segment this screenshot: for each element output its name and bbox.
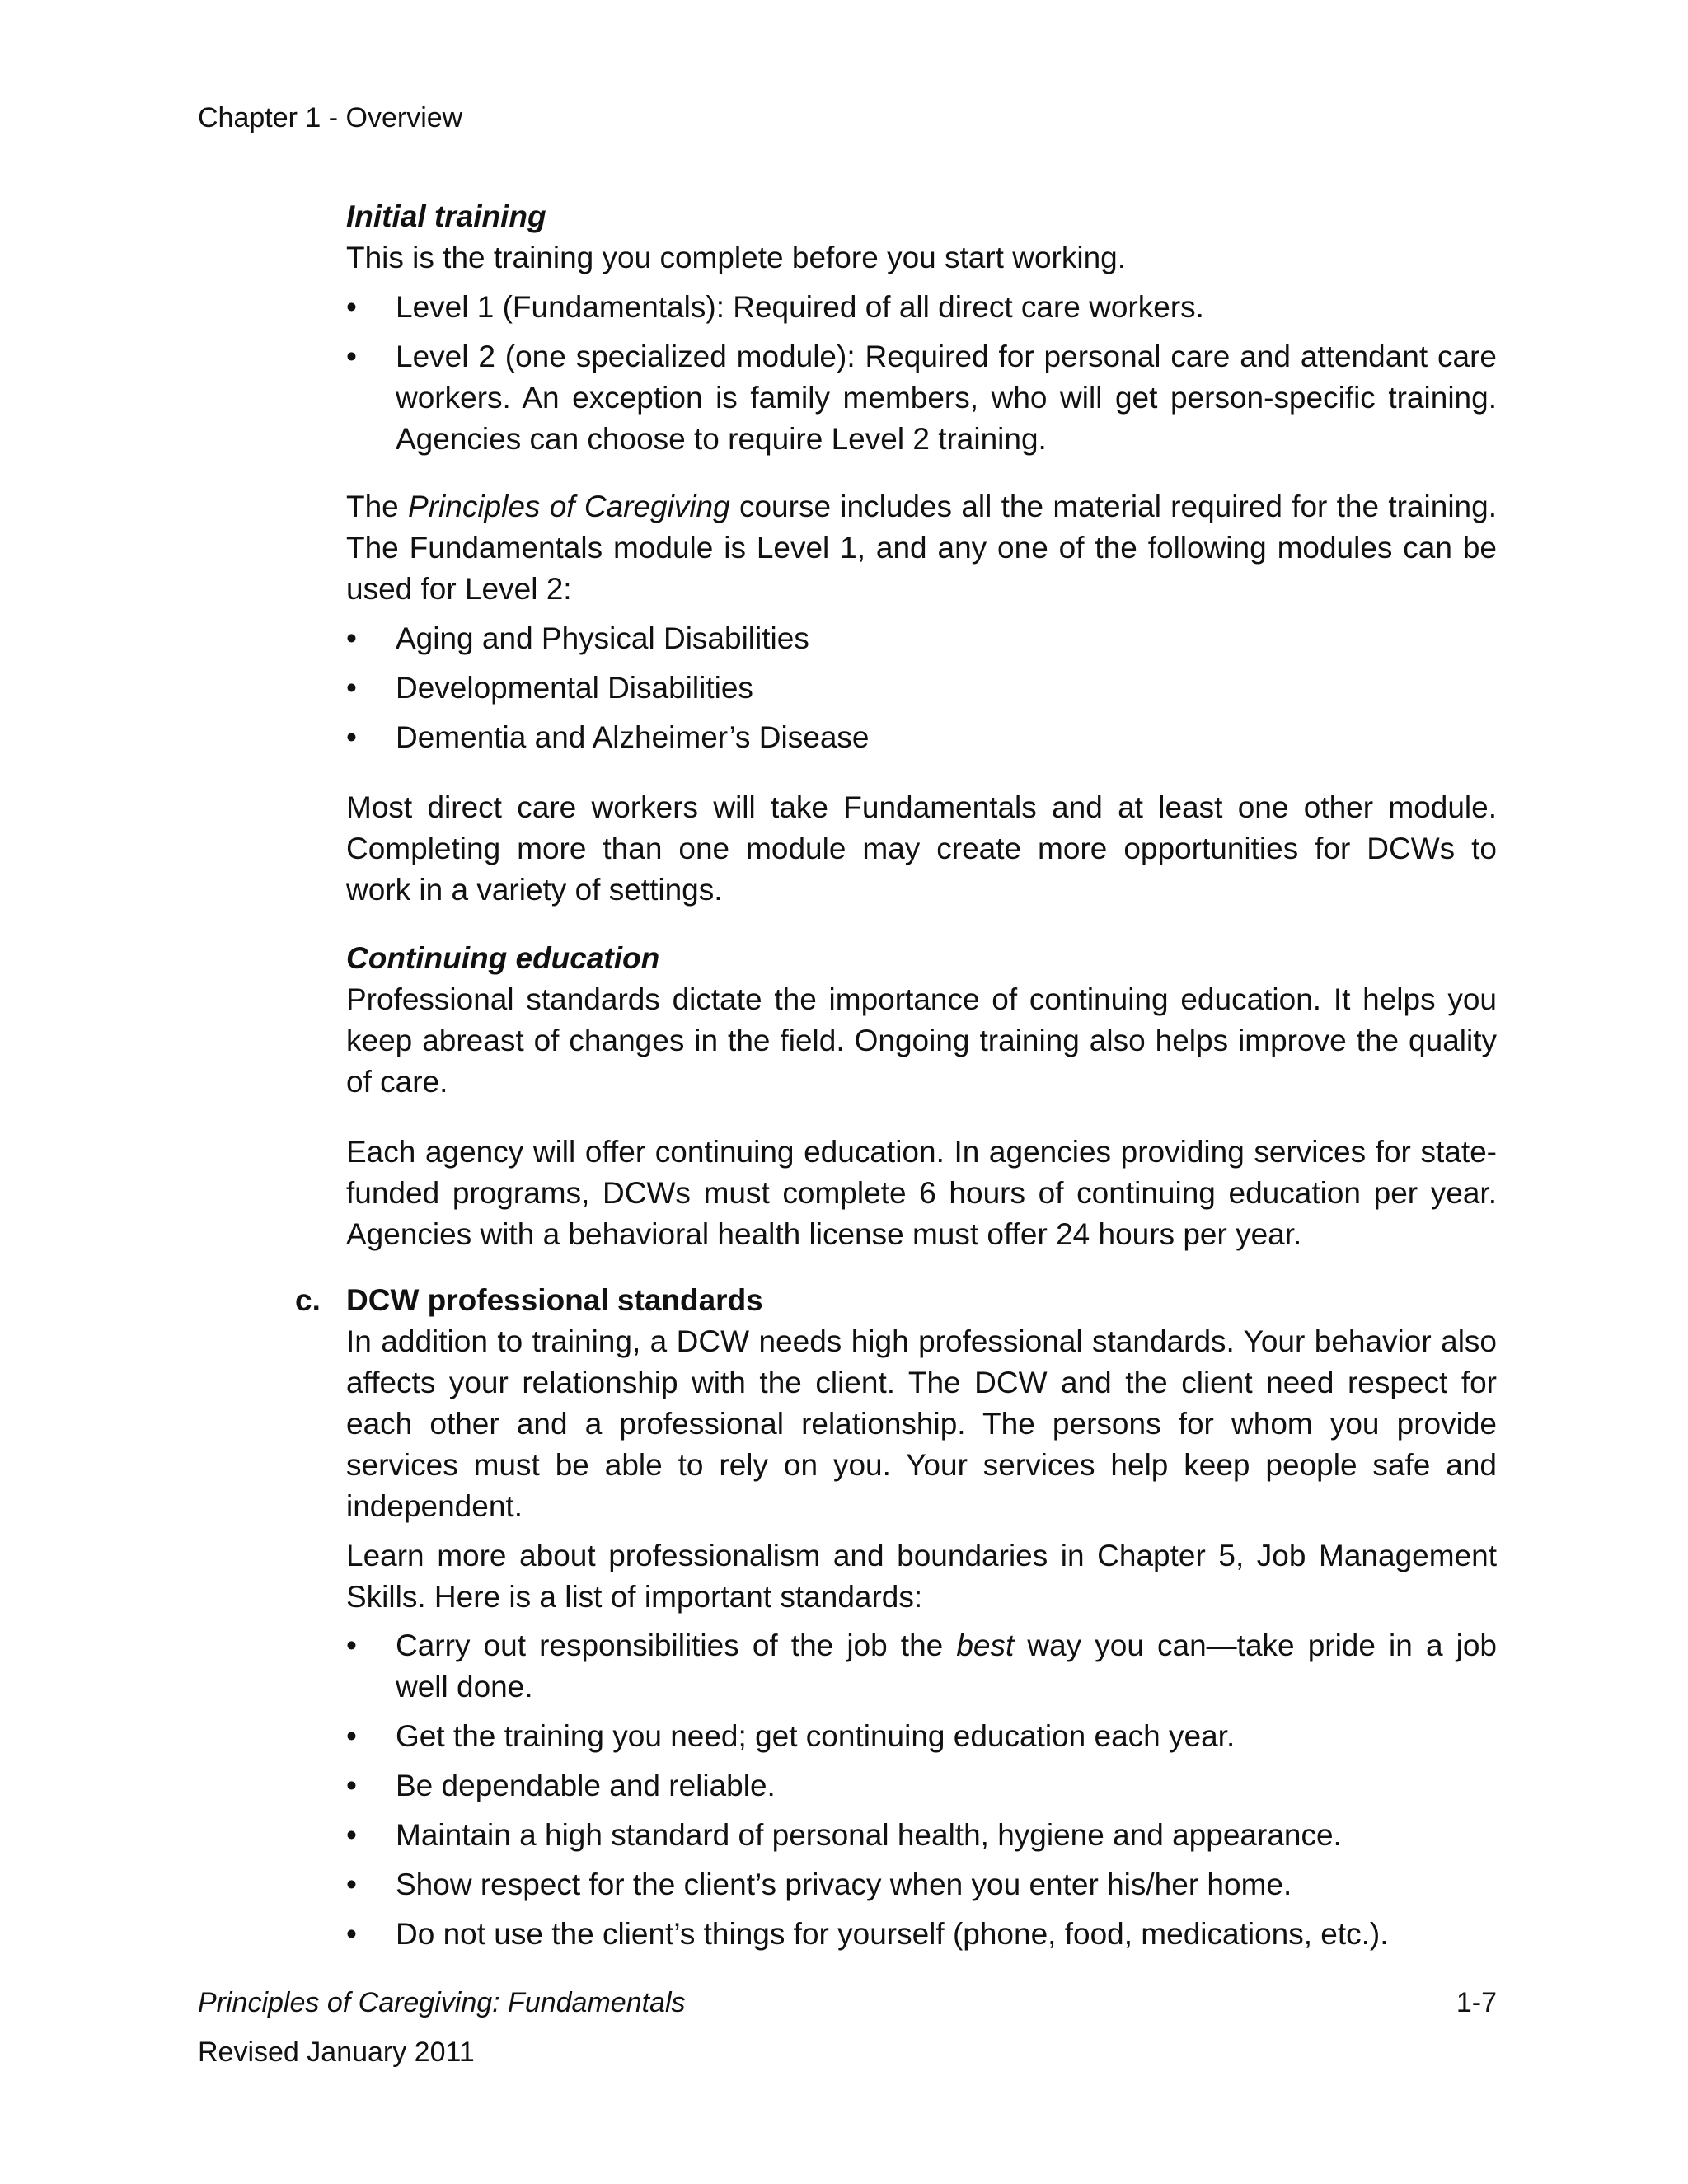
bullet-text: well done. — [396, 1670, 533, 1704]
bullet-glyph: • — [346, 1719, 357, 1753]
bullet-glyph: • — [346, 290, 357, 324]
professional-standards-section — [346, 1280, 1497, 1527]
bullet-text — [396, 1625, 1497, 1666]
modules-paragraph — [346, 787, 1497, 911]
bullet-text: Agencies can choose to require Level 2 training. — [396, 422, 1047, 456]
paragraph-line: The Fundamentals module is Level 1, and any one of the following modules can be — [346, 531, 1497, 565]
principles-paragraph — [346, 486, 1497, 610]
bullet-glyph: • — [346, 671, 357, 705]
text-run: The — [346, 490, 409, 523]
paragraph-line: Completing more than one module may create more opportunities for DCWs to — [346, 832, 1497, 865]
paragraph-line: of care. — [346, 1065, 448, 1099]
bullet-text: Maintain a high standard of personal health, hygiene and appearance. — [396, 1818, 1342, 1852]
bullet-text: Developmental Disabilities — [396, 671, 753, 705]
bullet-text: Be dependable and reliable. — [396, 1769, 776, 1802]
initial-training-heading: Initial training — [346, 199, 546, 233]
bullet-text: Do not use the client’s things for yourself (phone, food, medications, etc.). — [396, 1917, 1389, 1951]
bullet-text: Get the training you need; get continuing education each year. — [396, 1719, 1236, 1753]
page-number: 1-7 — [1456, 1987, 1497, 2018]
continuing-education-section — [346, 938, 1497, 1103]
paragraph-line: funded programs, DCWs must complete 6 hours of continuing education per year. — [346, 1176, 1497, 1210]
paragraph-line: each other and a professional relationship. The persons for whom you provide — [346, 1407, 1497, 1441]
bullet-text: Level 2 (one specialized module): Required for personal care and attendant care — [396, 340, 1497, 373]
paragraph-line: independent. — [346, 1489, 523, 1523]
learn-more-paragraph — [346, 1535, 1497, 1618]
paragraph-line: affects your relationship with the client. The DCW and the client need respect for — [346, 1366, 1497, 1399]
section-heading: DCW professional standards — [346, 1283, 763, 1317]
emphasis: best — [956, 1629, 1015, 1662]
paragraph-line: services must be able to rely on you. Your services help keep people safe and — [346, 1448, 1497, 1482]
paragraph-line: Learn more about professionalism and boundaries in Chapter 5, Job Management — [346, 1539, 1497, 1572]
paragraph-line: Most direct care workers will take Fundamentals and at least one other module. — [346, 790, 1497, 824]
course-title: Principles of Caregiving — [408, 490, 730, 523]
section-marker: c. — [295, 1283, 321, 1317]
initial-training-intro: This is the training you complete before you start working. — [346, 241, 1127, 274]
bullet-glyph: • — [346, 1818, 357, 1852]
continuing-education-heading: Continuing education — [346, 941, 660, 975]
paragraph-line: Agencies with a behavioral health license must offer 24 hours per year. — [346, 1217, 1302, 1251]
paragraph-line: used for Level 2: — [346, 572, 572, 606]
paragraph-line: keep abreast of changes in the field. Ongoing training also helps improve the quality — [346, 1024, 1497, 1057]
footer-book-title: Principles of Caregiving: Fundamentals — [198, 1987, 686, 2018]
paragraph-line — [346, 486, 1497, 527]
paragraph-line: In addition to training, a DCW needs high professional standards. Your behavior also — [346, 1324, 1497, 1358]
bullet-glyph: • — [346, 720, 357, 754]
bullet-text: Level 1 (Fundamentals): Required of all direct care workers. — [396, 290, 1204, 324]
paragraph-line: work in a variety of settings. — [346, 873, 723, 907]
agency-paragraph — [346, 1132, 1497, 1255]
text-run: Carry out responsibilities of the job the — [396, 1629, 957, 1662]
text-run: course includes all the material required for the training. — [729, 490, 1497, 523]
bullet-glyph: • — [346, 1629, 357, 1662]
bullet-glyph: • — [346, 1868, 357, 1901]
paragraph-line: Skills. Here is a list of important standards: — [346, 1580, 923, 1614]
bullet-text: Show respect for the client’s privacy when you enter his/her home. — [396, 1868, 1292, 1901]
footer-revised-date: Revised January 2011 — [198, 2036, 475, 2068]
text-run: way you can—take pride in a job — [1014, 1629, 1498, 1662]
bullet-glyph: • — [346, 340, 357, 373]
bullet-glyph: • — [346, 1769, 357, 1802]
initial-training-section — [346, 196, 1497, 279]
bullet-glyph: • — [346, 1917, 357, 1951]
bullet-text: workers. An exception is family members, who will get person-specific training. — [396, 381, 1497, 415]
paragraph-line: Professional standards dictate the importance of continuing education. It helps you — [346, 982, 1497, 1016]
paragraph-line: Each agency will offer continuing education. In agencies providing services for state- — [346, 1135, 1497, 1169]
bullet-text: Aging and Physical Disabilities — [396, 621, 809, 655]
bullet-glyph: • — [346, 621, 357, 655]
running-header: Chapter 1 - Overview — [198, 102, 463, 134]
bullet-text: Dementia and Alzheimer’s Disease — [396, 720, 870, 754]
